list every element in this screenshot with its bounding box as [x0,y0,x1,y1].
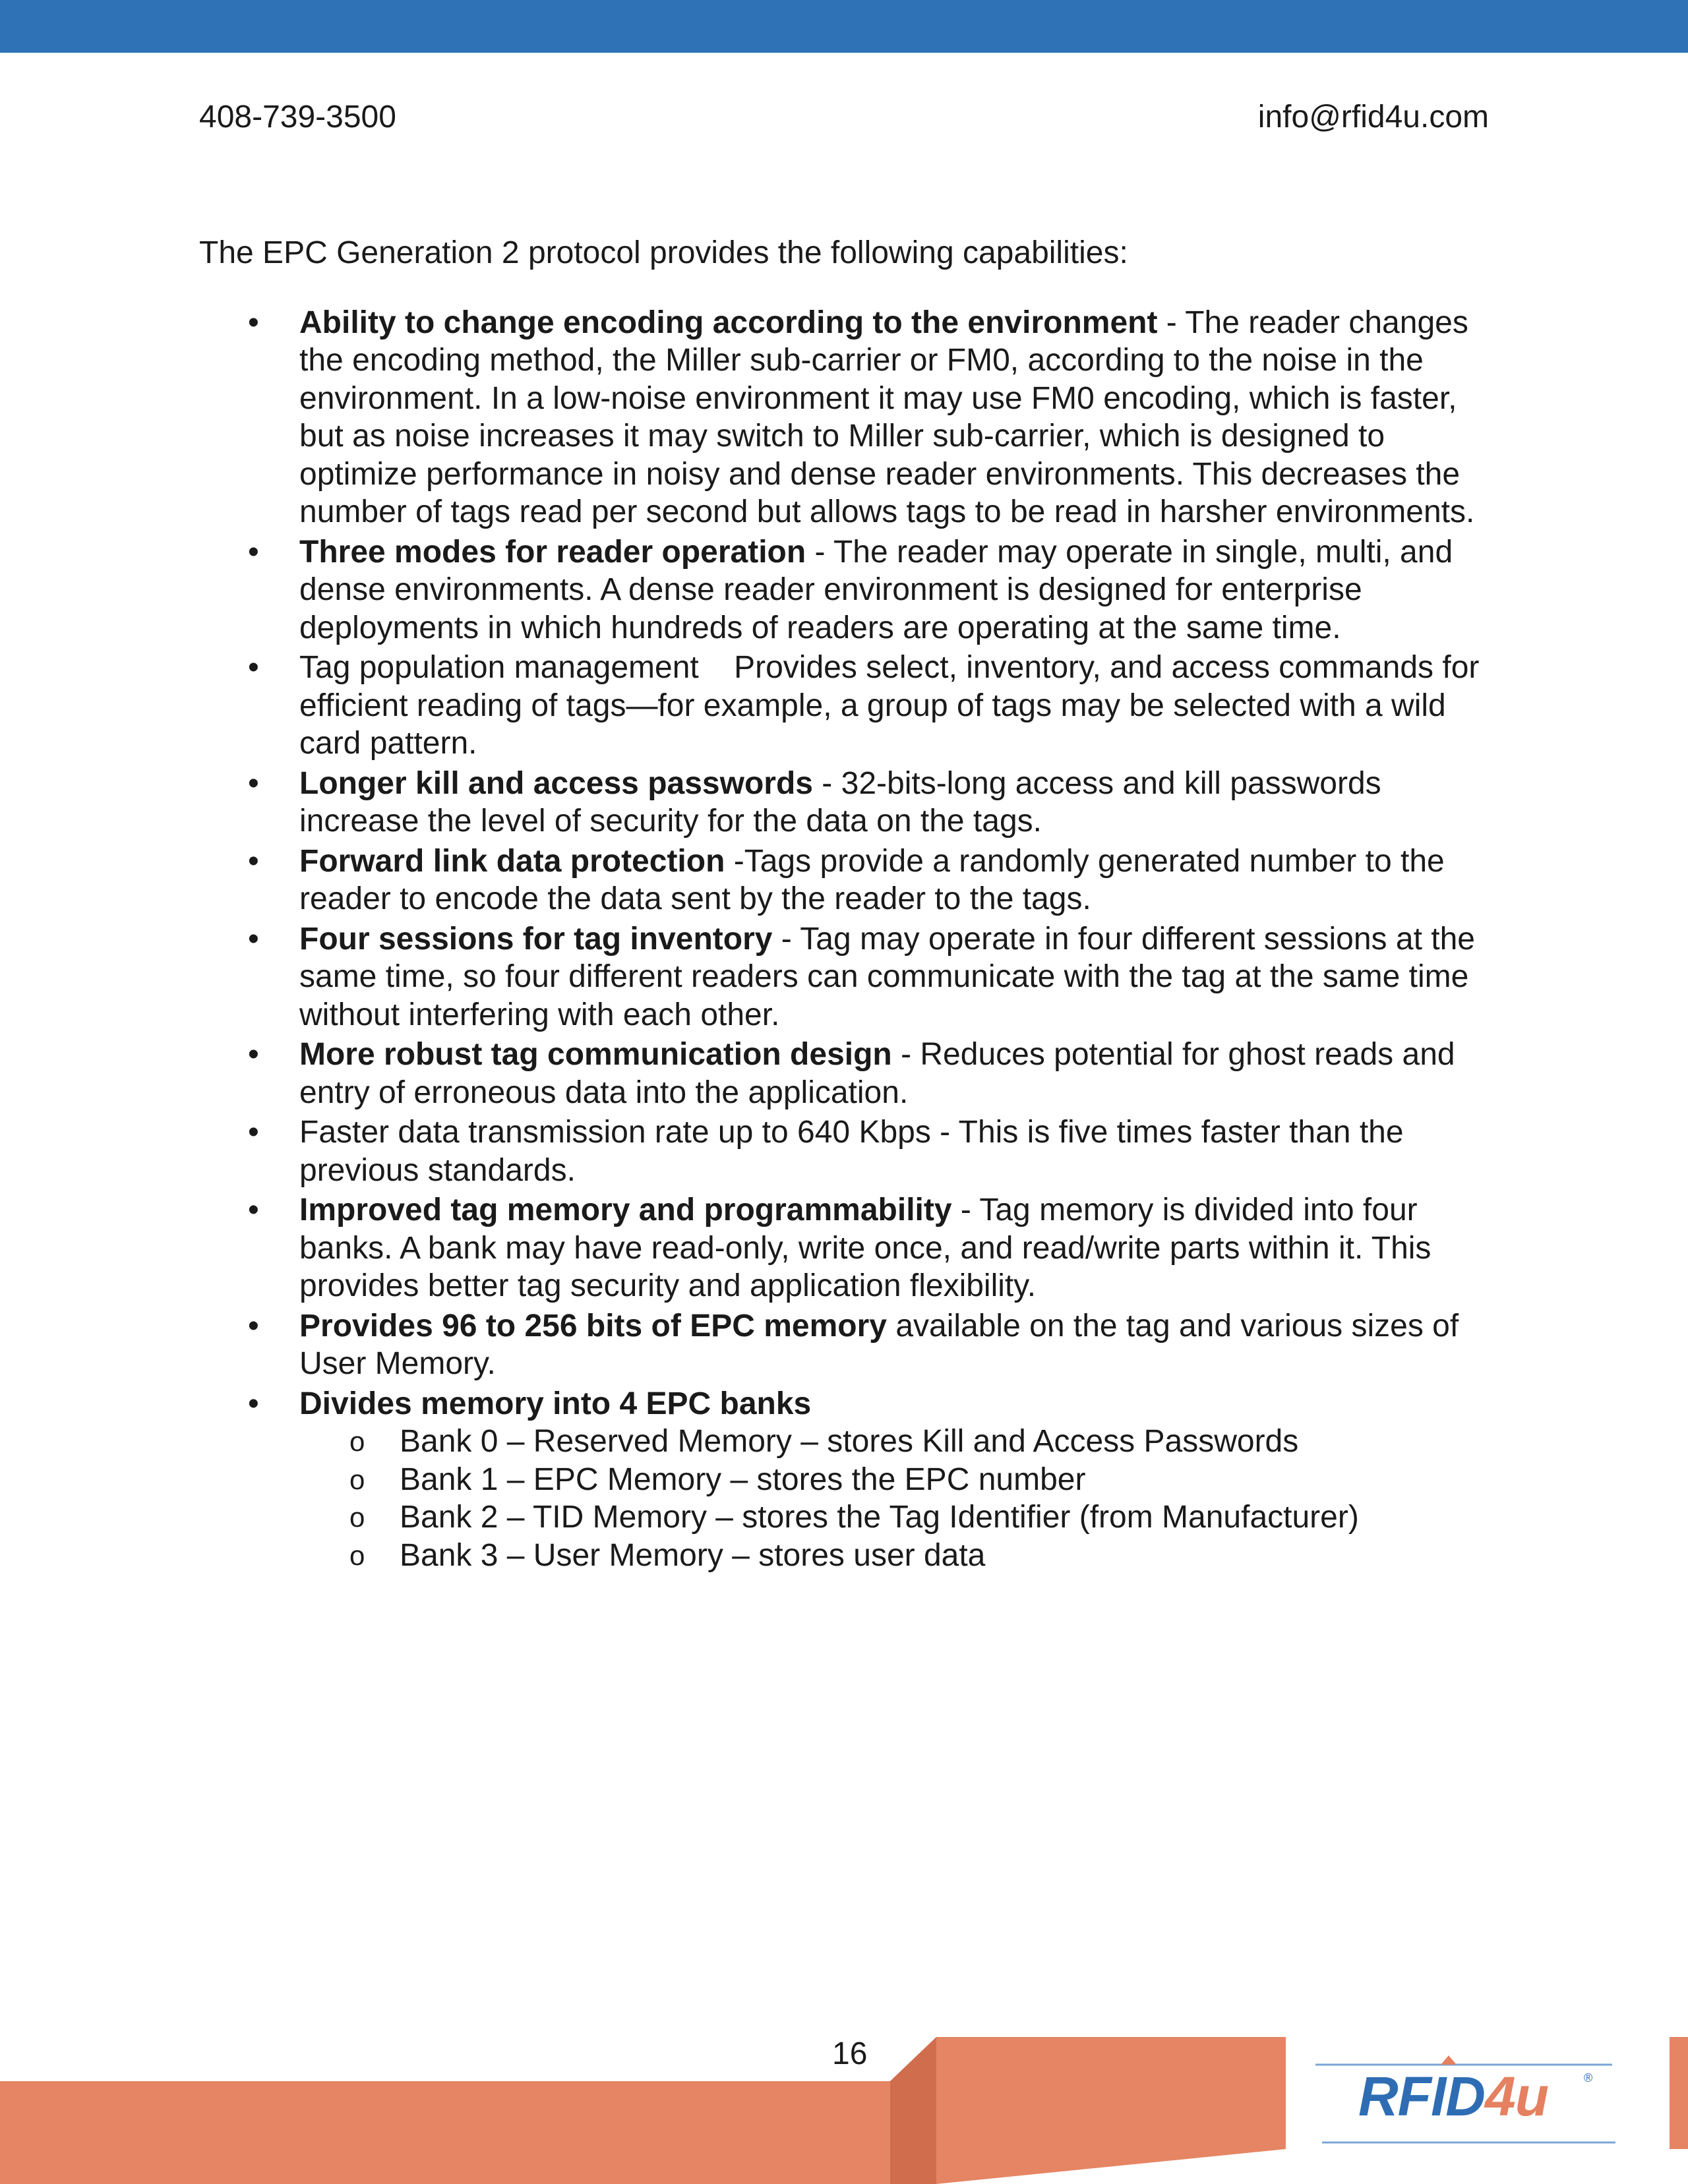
list-item [199,1307,1492,1383]
item-title: Provides 96 to 256 bits of EPC memory [299,1308,887,1343]
list-item [199,533,1492,647]
footer-band-right [936,2037,1286,2184]
item-title: Improved tag memory and programmability [299,1193,952,1227]
item-text: - 32-bits-long access and kill passwords increase the level of security for the data on the tags. [299,765,1381,839]
item-title: Three modes for reader operation [299,534,806,570]
item-text: Tag population management Provides select, inventory, and access commands for efficient reading of tags—for example, a group of tags may be selected with a wild card pattern. [299,650,1488,761]
header-phone: 408-739-3500 [199,100,396,134]
item-text: - The reader may operate in single, multi, and dense environments. A dense reader environment is designed for enterprise deployments in which hundreds of readers are operating at the same time. [299,534,1453,645]
bank-item: o Bank 3 – User Memory – stores user data [299,1537,1492,1575]
intro-paragraph: The EPC Generation 2 protocol provides the following capabilities: [199,235,1128,270]
list-item [199,1113,1492,1189]
bank-item: o Bank 1 – EPC Memory – stores the EPC number [299,1461,1492,1499]
list-item [199,1191,1492,1305]
page-number: 16 [832,2036,868,2071]
list-item [199,1385,1492,1575]
logo-triangle [1441,2055,1457,2065]
footer-band-edge [1670,2037,1688,2149]
item-title: Longer kill and access passwords [299,765,813,801]
item-title: Ability to change encoding according to the environment [299,305,1158,340]
bank-item: o Bank 0 – Reserved Memory – stores Kill and Access Passwords [299,1423,1492,1461]
rfid4u-logo [1312,2050,1629,2149]
item-text: -Tags provide a randomly generated number to the reader to encode the data sent by the reader to the tags. [299,843,1445,916]
footer-band-fold [890,2037,936,2184]
item-text: available on the tag and various sizes of User Memory. [299,1308,1459,1381]
item-title: Forward link data protection [299,843,725,879]
item-text: - Tag memory is divided into four banks. A bank may have read-only, write once, and read/write parts within it. This provides better tag security and application flexibility. [299,1193,1432,1303]
list-item [199,765,1492,841]
item-title: Four sessions for tag inventory [299,921,773,957]
memory-banks-list [299,1423,1492,1574]
logo-registered-mark: ® [1584,2071,1593,2084]
list-item [199,920,1492,1034]
list-item [199,649,1492,763]
header-email: info@rfid4u.com [1257,100,1489,134]
item-text: - Tag may operate in four different sessions at the same time, so four different readers can communicate with the tag at the same time without interfering with each other. [299,921,1475,1032]
item-title: Divides memory into 4 EPC banks [299,1386,812,1421]
list-item [199,304,1492,531]
item-text: - The reader changes the encoding method, the Miller sub-carrier or FM0, according to the noise in the environment. In a low-noise environment it may use FM0 encoding, which is faster, but as noise increases it may switch to Miller sub-carrier, which is designed to optimize performance in noisy and dense reader environments. This decreases the number of tags read per second but allows tags to be read in harsher environments. [299,305,1475,529]
bank-item: o Bank 2 – TID Memory – stores the Tag Identifier (from Manufacturer) [299,1498,1492,1537]
document-body [199,234,1492,1576]
top-bar [0,0,1688,53]
item-text: Faster data transmission rate up to 640 Kbps - This is five times faster than the previous standards. [299,1115,1404,1188]
item-title: More robust tag communication design [299,1037,892,1072]
list-item [199,842,1492,918]
item-text: - Reduces potential for ghost reads and entry of erroneous data into the application. [299,1037,1455,1110]
capabilities-list [199,304,1492,1575]
logo-text-rfid: RFID [1358,2065,1485,2127]
list-item [199,1036,1492,1111]
logo-text-4u: 4u [1484,2065,1549,2127]
footer-band-left [0,2081,890,2184]
